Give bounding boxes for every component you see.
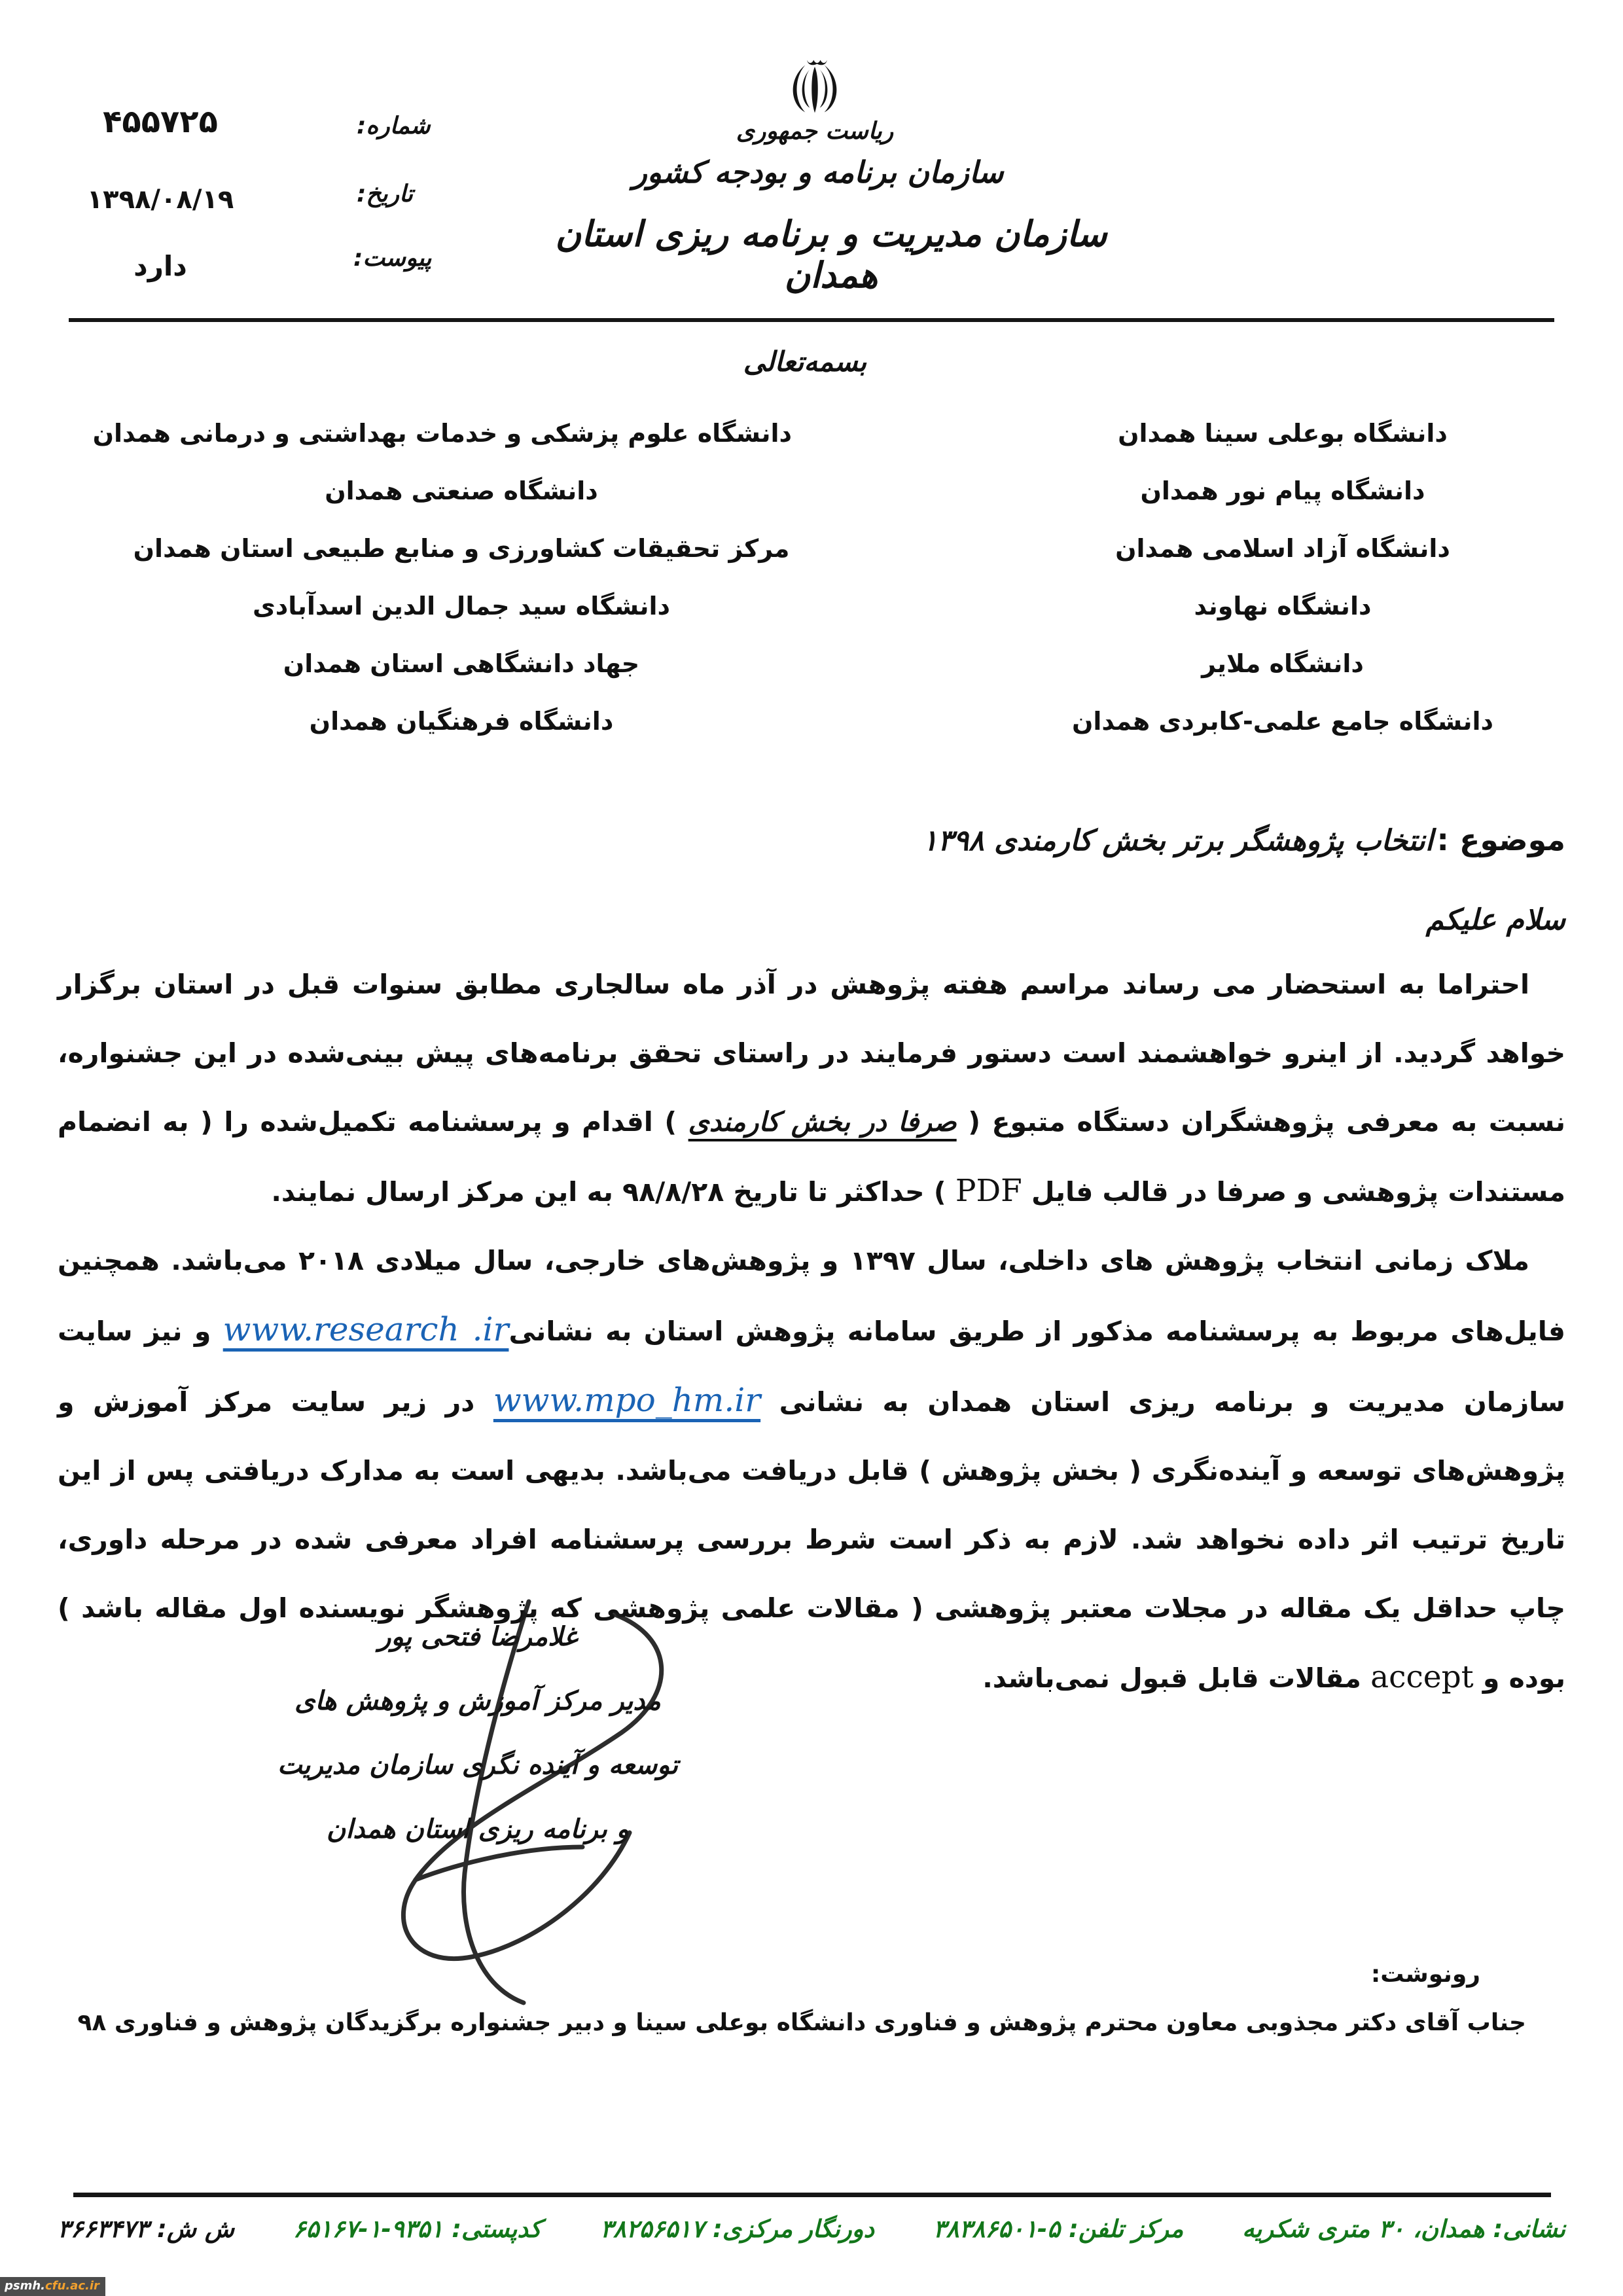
greeting-phrase: سلام علیکم	[1425, 903, 1565, 937]
footer-serial-number: ش ش: ۳۶۶۳۴۷۳	[58, 2215, 235, 2243]
recipient-column-right	[995, 404, 1571, 750]
signature-scribble-icon	[308, 1566, 700, 2039]
besmellah-phrase: بسمه‌تعالی	[743, 346, 867, 378]
signatory-role-line: توسعه و آینده نگری سازمان مدیریت	[277, 1750, 678, 1780]
footer-fax: دورنگار مرکزی: ۳۸۲۵۶۵۱۷	[600, 2215, 875, 2243]
recipient-item: مرکز تحقیقات کشاورزی و منابع طبیعی استان همدان	[133, 534, 790, 563]
attachment-label: پیوست:	[353, 245, 432, 272]
recipient-item: دانشگاه ملایر	[1202, 649, 1364, 678]
watermark-site-prefix: psmh.	[5, 2279, 46, 2293]
letter-date-value: ۱۳۹۸/۰۸/۱۹	[86, 185, 234, 215]
footer-divider	[73, 2193, 1551, 2197]
budget-org-title: سازمان برنامه و بودجه کشور	[632, 154, 1004, 190]
signatory-name: غلامرضا فتحی پور	[378, 1622, 577, 1652]
body-text-run: ) حداکثر تا تاریخ ۹۸/۸/۲۸ به این مرکز ارسال نمایند.	[271, 1176, 955, 1208]
subject-line	[922, 822, 1565, 857]
body-text-run: مقالات قابل قبول نمی‌باشد.	[982, 1662, 1371, 1694]
subject-text: انتخاب پژوهشگر برتر بخش کارمندی ۱۳۹۸	[922, 824, 1433, 857]
footer-postal-code: کدپستی: ۹۳۵۱-۱-۶۵۱۶۷	[293, 2215, 542, 2243]
footer-address: نشانی: همدان، ۳۰ متری شکریه	[1242, 2215, 1565, 2243]
accept-term: accept	[1370, 1659, 1474, 1695]
footer-phone: مرکز تلفن: ۵-۳۸۳۸۶۵۰۱	[933, 2215, 1184, 2243]
recipient-item: جهاد دانشگاهی استان همدان	[283, 649, 640, 678]
recipient-item: دانشگاه پیام نور همدان	[1140, 476, 1425, 505]
presidency-title: ریاست جمهوری	[736, 118, 894, 145]
attachment-value: دارد	[134, 250, 187, 282]
iran-emblem-icon	[787, 55, 843, 120]
mpo-site-link[interactable]: www.mpo_hm.ir	[493, 1381, 761, 1419]
recipient-item: دانشگاه نهاوند	[1194, 592, 1372, 620]
recipient-item: دانشگاه جامع علمی-کابردی همدان	[1071, 707, 1494, 736]
recipient-item: دانشگاه سید جمال الدین اسدآبادی	[252, 592, 671, 620]
cc-recipient-line: جناب آقای دکتر مجذوبی معاون محترم پژوهش و فناوری دانشگاه بوعلی سینا و دبیر جشنواره برگزیدگان پژوهش و فناوری ۹۸	[77, 2009, 1526, 2036]
footer-contact-row	[58, 2215, 1565, 2243]
body-text-run: و نیز سایت سازمان مدیریت و برنامه ریزی استان همدان به نشانی	[58, 1316, 1565, 1418]
subject-label: موضوع :	[1436, 822, 1565, 857]
watermark-badge	[0, 2277, 105, 2296]
emphasis-staff-section: صرفا در بخش کارمندی	[688, 1106, 957, 1138]
letter-date-label: تاریخ:	[357, 181, 414, 207]
header-divider	[69, 318, 1554, 322]
recipient-column-left	[92, 404, 792, 750]
watermark-site-domain: cfu.ac.ir	[45, 2279, 99, 2293]
recipient-item: دانشگاه آزاد اسلامی همدان	[1115, 534, 1450, 563]
letter-number-label: شماره:	[357, 113, 431, 139]
pdf-term: PDF	[955, 1173, 1022, 1209]
cc-label: رونوشت:	[1370, 1961, 1480, 1988]
recipient-item: دانشگاه صنعتی همدان	[325, 476, 598, 505]
province-org-title: سازمان مدیریت و برنامه ریزی استان همدان	[555, 213, 1107, 296]
body-text-run: احتراما به استحضار می رساند مراسم هفته پژوهش در آذر ماه سالجاری مطابق سنوات قبل در استان برگزار خواهد گردید. از اینرو خواهشمند است دستور فرمایند در راستای تحقق برنامه‌های پیش بینی‌شده در این جشنواره، نسبت به معرفی پژوهشگران دستگاه متبوع (	[58, 969, 1565, 1138]
signatory-role-line: و برنامه ریزی استان همدان	[326, 1814, 630, 1844]
signatory-role-line: مدیر مرکز آموزش و پژوهش های	[294, 1686, 661, 1716]
body-paragraph-1	[58, 950, 1565, 1227]
recipient-item: دانشگاه بوعلی سینا همدان	[1118, 419, 1448, 448]
recipient-item: دانشگاه علوم پزشکی و خدمات بهداشتی و درمانی همدان	[92, 419, 792, 448]
research-site-link[interactable]: www.research .ir	[223, 1310, 509, 1348]
body-text-run: در زیر سایت مرکز آموزش و پژوهش‌های توسعه و آینده‌نگری ( بخش پژوهش ) قابل دریافت می‌باشد. بدیهی است به مدارک دریافتی پس از این تاریخ ترتیب اثر داده نخواهد شد. لازم به ذکر است شرط بررسی پرسشنامه افراد معرفی شده در مرحله داوری، چاپ حداقل یک مقاله در مجلات معتبر پژوهشی ( مقالات علمی پژوهشی که پژوهشگر نویسنده اول مقاله باشد ) بوده و	[58, 1386, 1565, 1694]
recipient-item: دانشگاه فرهنگیان همدان	[309, 707, 614, 736]
body-text-run: ) اقدام و پرسشنامه تکمیل‌شده را ( به انضمام مستندات پژوهشی و صرفا در قالب فایل	[58, 1106, 1565, 1208]
body-text-run: ملاک زمانی انتخاب پژوهش های داخلی، سال ۱۳۹۷ و پژوهش‌های خارجی، سال میلادی ۲۰۱۸ می‌باشد. همچنین فایل‌های مربوط به پرسشنامه مذکور از طریق سامانه پژوهش استان به نشانی	[58, 1245, 1565, 1347]
letter-body	[58, 950, 1565, 1713]
letter-number-value: ۴۵۵۷۲۵	[103, 103, 218, 140]
